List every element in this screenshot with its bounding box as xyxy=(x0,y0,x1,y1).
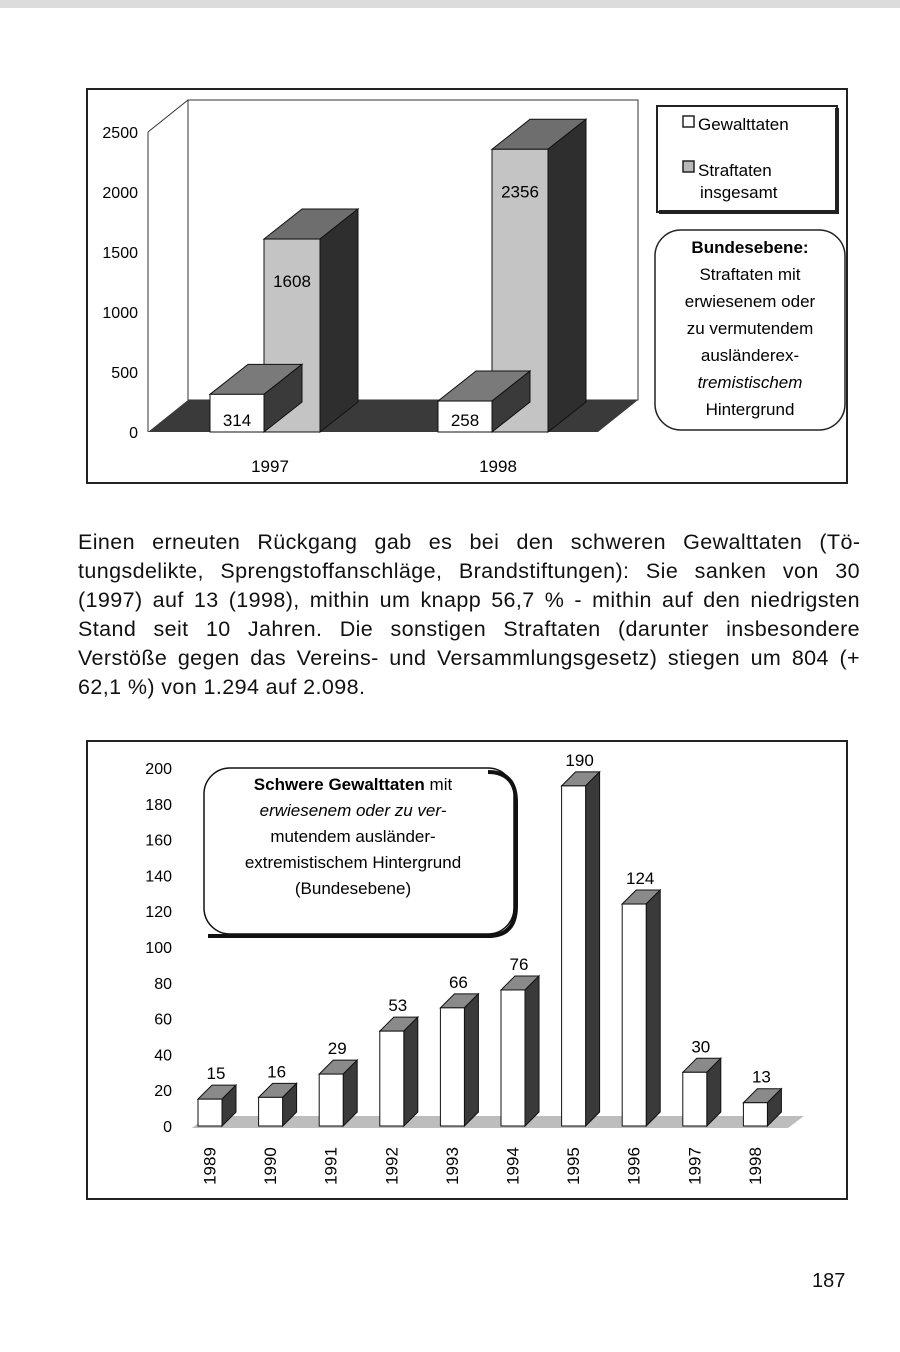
chart2-value-label: 29 xyxy=(327,1039,347,1059)
chart1-canvas xyxy=(88,90,846,482)
chart2-value-label: 16 xyxy=(267,1062,287,1082)
chart1-x-tick-label: 1997 xyxy=(251,457,289,476)
legend-straftaten: Straftaten xyxy=(698,161,772,180)
chart2-value-label: 76 xyxy=(509,954,529,974)
chart2-note-line: (Bundesebene) xyxy=(294,879,412,898)
body-paragraph: Einen erneuten Rückgang gab es bei den schweren Gewalttaten (Tötungsdelikte, Sprengstoffanschläge, Brandstiftungen): Sie sanken von 30 (1997) auf 13 (1998), mithin um knapp 56,7 % - mithin auf den niedrigsten Stand seit 10 Jahren. Die sonstigen Straftaten (darunter insbesondere Verstöße gegen das Vereins- und Versammlungsgesetz) stiegen um 804 (+ 62,1 %) von 1.294 auf 2.098. xyxy=(78,530,860,699)
chart-schwere-gewalttaten xyxy=(86,740,848,1200)
chart2-y-tick-label: 80 xyxy=(154,975,172,993)
chart2-note-line: mutendem ausländer- xyxy=(270,827,436,846)
chart1-x-tick-label: 1998 xyxy=(479,457,517,476)
chart1-note-line: zu vermutendem xyxy=(686,319,814,338)
chart1-note-line: ausländerex- xyxy=(700,346,800,365)
chart2-x-tick-label: 1989 xyxy=(200,1147,220,1185)
chart1-y-tick-label: 500 xyxy=(111,365,138,382)
chart2-y-tick-label: 40 xyxy=(154,1047,172,1065)
legend-gewalttaten: Gewalttaten xyxy=(698,115,789,134)
chart2-value-label: 15 xyxy=(206,1064,226,1084)
chart2-bar xyxy=(319,1060,357,1126)
chart2-y-tick-label: 100 xyxy=(145,940,172,957)
chart2-value-label: 13 xyxy=(751,1067,771,1087)
chart2-note xyxy=(204,768,516,936)
chart2-x-tick-label: 1991 xyxy=(321,1147,341,1185)
chart2-value-label: 66 xyxy=(448,972,468,992)
chart2-note-line: extremistischem Hintergrund xyxy=(244,853,462,872)
chart2-value-label: 190 xyxy=(565,750,594,770)
chart1-y-tick-label: 1500 xyxy=(102,245,138,262)
chart2-x-tick-label: 1990 xyxy=(261,1147,281,1185)
chart2-note-title-bold: Schwere Gewalttaten xyxy=(253,775,425,794)
chart2-x-tick-label: 1993 xyxy=(442,1147,462,1185)
chart2-note-title xyxy=(254,775,453,794)
chart2-y-tick-label: 20 xyxy=(154,1083,172,1101)
chart2-x-tick-label: 1998 xyxy=(745,1147,765,1185)
chart2-x-tick-label: 1992 xyxy=(382,1147,402,1185)
chart1-wall-edge xyxy=(148,100,188,132)
chart2-y-tick-label: 140 xyxy=(145,868,172,886)
chart2-y-tick-label: 0 xyxy=(163,1119,172,1136)
chart2-x-tick-label: 1994 xyxy=(503,1147,523,1185)
chart1-value-label: 258 xyxy=(450,411,480,430)
chart2-note-title-rest: mit xyxy=(424,775,453,794)
chart1-legend xyxy=(657,106,839,214)
chart2-y-tick-label: 160 xyxy=(145,832,172,850)
chart2-y-tick-label: 200 xyxy=(145,761,172,778)
legend-swatch-straftaten xyxy=(683,161,694,172)
chart1-note-title: Bundesebene: xyxy=(691,238,809,257)
chart2-y-tick-label: 180 xyxy=(145,796,172,814)
chart1-note-line: erwiesenem oder xyxy=(684,292,816,311)
chart2-bar xyxy=(622,890,660,1126)
page-number: 187 xyxy=(812,1270,846,1292)
chart1-value-label: 1608 xyxy=(273,272,311,292)
chart1-y-tick-label: 2000 xyxy=(102,185,138,202)
scan-top-edge xyxy=(0,0,900,8)
chart2-y-tick-label: 60 xyxy=(154,1011,172,1029)
chart2-bar xyxy=(380,1017,418,1126)
chart2-x-tick-label: 1997 xyxy=(685,1147,705,1185)
chart1-y-tick-label: 2500 xyxy=(102,125,138,142)
legend-insgesamt: insgesamt xyxy=(700,183,778,202)
chart1-note-line: tremistischem xyxy=(697,373,803,392)
chart2-bar xyxy=(501,976,539,1126)
chart2-y-tick-label: 120 xyxy=(145,904,172,922)
chart2-value-label: 30 xyxy=(691,1037,711,1057)
chart2-bar xyxy=(562,772,600,1126)
chart1-value-label: 2356 xyxy=(501,182,539,202)
chart1-value-label: 314 xyxy=(222,411,252,430)
chart-straftaten-1997-1998 xyxy=(86,88,848,484)
chart2-x-tick-label: 1995 xyxy=(564,1147,584,1185)
chart1-note-line: Hintergrund xyxy=(705,400,795,419)
chart2-value-label: 124 xyxy=(626,869,655,889)
chart1-note xyxy=(655,230,845,430)
chart2-bar xyxy=(440,994,478,1126)
legend-swatch-gewalttaten xyxy=(683,116,694,127)
chart2-canvas xyxy=(88,742,846,1198)
chart1-y-tick-label: 1000 xyxy=(102,305,138,322)
chart1-note-line: Straftaten mit xyxy=(699,265,801,284)
chart2-note-line: erwiesenem oder zu ver- xyxy=(259,801,447,820)
chart2-value-label: 53 xyxy=(388,996,408,1016)
chart1-y-tick-label: 0 xyxy=(129,425,138,442)
chart2-bar xyxy=(683,1058,721,1126)
chart2-x-tick-label: 1996 xyxy=(624,1147,644,1185)
